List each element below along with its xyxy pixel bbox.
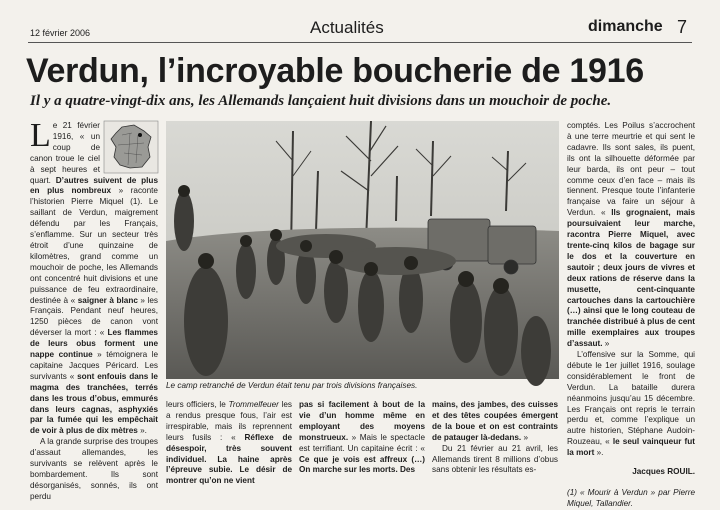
quote-bold: Ce que je vois est affreux (…) On marche sur les morts. Des <box>299 454 425 475</box>
quote-bold: Ils grognaient, mais poursuivaient leur marche, racontra Pierre Miquel, avec trente-cinq kilos de bagage sur le dos et la couverture en sautoir ; deux jours de vivres et deux rations de réserve dans la musette, cent-cinquante cartouches dans la cartouchière (…) ainsi que le long couteau de tranchée distribué à plus de cent mille exemplaires aux troupes d’assaut. <box>567 208 695 349</box>
quote-bold: Les flammes de leurs obus forment une nappe continue <box>30 328 158 360</box>
body-text: comptés. Les Poilus s’accrochent à une terre meurtrie et qui sent le cadavre. Ils sont sales, ils puent, ils ont la silhouette déformée par leur barda, ils ont peur – tout comme ceux d’en face – mais ils tiennent. Presque toute l’infanterie française va faire un séjour à Verdun. « <box>567 121 695 218</box>
body-text: L’offensive sur la Somme, qui débute le 1er juillet 1916, soulage considérablement le front de Verdun. La bataille durera néanmoins jusqu’au 15 décembre. Les Français ont repris le terrain perdu et, comme l’explique un autre historien, Stéphane Audoin-Rouzeau, « <box>567 350 695 447</box>
body-text: les a rendus presque fous, l’air est irrespirable, mais ils reprennent leurs fusils : « <box>166 400 293 442</box>
quote-bold: le seul vainqueur fut la mort <box>567 437 695 458</box>
foreign-term: Trommelfeuer <box>228 400 279 409</box>
body-paragraph: A la grande surprise des troupes d’assaut allemandes, les survivants se relèvent après le bombardement. Ils sont désorganisés, sonnés, ils ont perdu <box>30 437 158 501</box>
quote-bold: Réflexe de désespoir, très souvent individuel. La haine après l’épreuve subie. Le désir de montrer qu’on ne vient <box>166 432 292 486</box>
quote-bold: sont enfouis dans le magma des tranchées, terrés dans les trous d’obus, emmurés dans leurs cagnas, asphyxiés par la fumée qui les empêchait de voir à plus de dix mètres <box>30 371 158 436</box>
body-text: leurs officiers, le <box>166 400 229 409</box>
footnote: (1) « Mourir à Verdun » par Pierre Miquel, Tallandier. <box>567 488 695 508</box>
body-text: » raconte l’historien Pierre Miquel (1). Le saillant de Verdun, maigrement défendu par les Français, s’enflamme. Sur un secteur très étroit d’une quinzaine de kilomètres, grand comme un mouchoir de poche, les Allemands ont concentré huit divisions et une puissance de feu extraordinaire, destinée à « <box>30 186 158 305</box>
france-map-icon <box>104 121 158 173</box>
quote-bold: pas si facilement à bout de la vie d’un homme même en employant des moyens monstrueux. <box>299 400 425 442</box>
article-column-5 <box>567 121 695 508</box>
article-column-4 <box>432 400 558 484</box>
headline: Verdun, l’incroyable boucherie de 1916 <box>26 52 644 90</box>
quote-bold: saigner à blanc <box>77 295 138 305</box>
photo-caption: Le camp retranché de Verdun était tenu par trois divisions françaises. <box>166 381 418 390</box>
body-text: ». <box>594 448 604 458</box>
photo-illustration <box>166 121 559 379</box>
subhead: Il y a quatre-vingt-dix ans, les Allemands lançaient huit divisions dans un mouchoir de poche. <box>30 93 612 109</box>
article-column-2 <box>166 400 292 484</box>
header-rule <box>28 42 692 43</box>
body-text: ». <box>137 426 147 436</box>
intro-text: e 21 février 1916, « un coup de canon troue le ciel à sept heures et quart. <box>30 121 100 185</box>
body-paragraph: Du 21 février au 21 avril, les Allemands tirent 8 millions d’obus sans obtenir les résultats es- <box>432 443 558 475</box>
photo-verdun-troops <box>166 121 559 379</box>
quote-bold: D’autres suivent de plus en plus nombreux <box>30 175 158 196</box>
body-text: » témoignera le capitaine Jacques Péricard. Les survivants « <box>30 350 159 381</box>
body-text: » <box>521 432 529 442</box>
drop-cap: L <box>30 117 51 154</box>
page-date: 12 février 2006 <box>30 28 91 38</box>
section-title: Actualités <box>310 18 384 37</box>
body-text: » les Français. Pendant neuf heures, 1250 pièces de canon vont déverser la mort : « <box>30 295 158 338</box>
quote-bold: mains, des jambes, des cuisses et des têtes coupées émergent de la boue et on est contraints de patauger là-dedans. <box>432 400 558 442</box>
article-column-1 <box>30 117 159 501</box>
issue-day: dimanche <box>588 18 663 35</box>
body-text: » Mais le spectacle est terrifiant. Un capitaine écrit : « <box>299 432 425 453</box>
author-signature: Jacques ROUIL. <box>632 467 695 477</box>
article-column-3 <box>299 400 425 484</box>
page-number: 7 <box>677 17 688 37</box>
body-text: » <box>602 339 610 349</box>
